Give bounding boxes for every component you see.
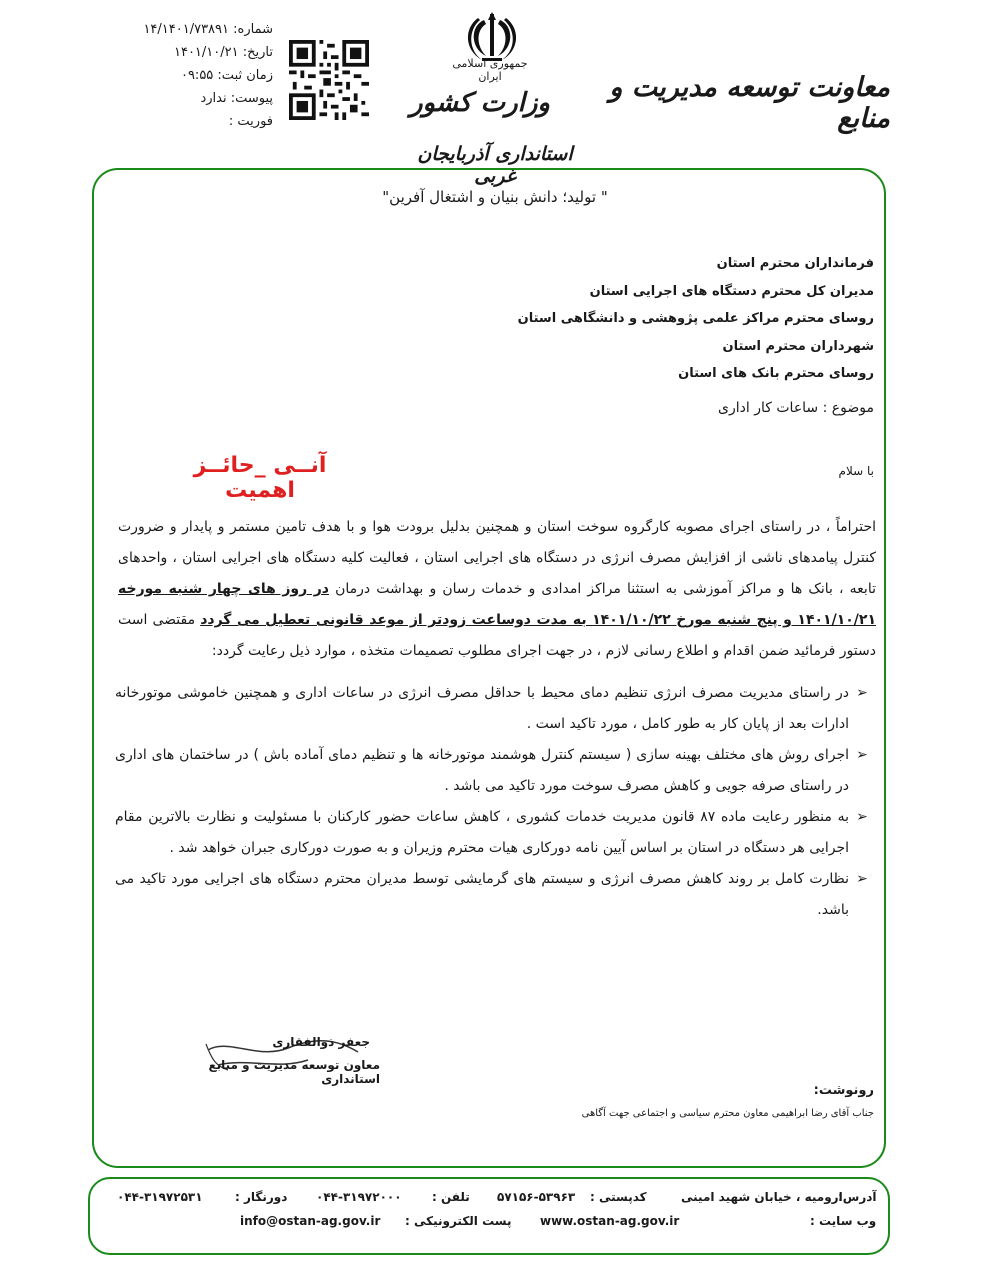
address: ارومیه ، خیابان شهید امینی: [681, 1190, 843, 1204]
zip-label: کدپستی :: [590, 1190, 647, 1204]
cc-label: رونوشت:: [813, 1083, 874, 1098]
list-item: ➢ اجرای روش های مختلف بهینه سازی ( سیستم کنترل هوشمند موتورخانه ها و تنظیم دمای آماده باش ) در ساختمان های اداری در راستای صرفه جویی و کاهش مصرف سوخت مورد تاکید می باشد .: [115, 740, 875, 802]
arrow-check-icon: ➢: [856, 871, 868, 887]
urgent-stamp: آنــی _حائــز اهمیت: [193, 453, 327, 503]
letter-time: زمان ثبت: ۰۹:۵۵: [180, 68, 273, 83]
email-label: پست الکترونیکی :: [405, 1214, 512, 1228]
letter-urgency: فوریت :: [228, 114, 273, 129]
fax: ۰۴۴-۳۱۹۷۲۵۳۱: [117, 1190, 203, 1204]
letter-attachment: پیوست: ندارد: [200, 91, 273, 106]
letter-date: تاریخ: ۱۴۰۱/۱۰/۲۱: [173, 45, 273, 60]
list-item: ➢ نظارت کامل بر روند کاهش مصرف انرژی و سیستم های گرمایشی توسط مدیران محترم دستگاه های اجرایی مورد تاکید می باشد.: [115, 864, 875, 926]
signatory-title: معاون توسعه مدیریت و منابع استانداری: [208, 1058, 380, 1086]
body-text: احتراماً ، در راستای اجرای مصوبه کارگروه سوخت استان و همچنین بدلیل برودت هوا و با هدف تامین مستمر و پایدار و ضرورت کنترل پیامدهای ناشی از افزایش مصرف انرژی در دستگاه های اجرایی استان ، فعالیت کلیه دستگاه های اجرایی استان ، واحدهای تابعه ، بانک ها و مراکز آموزشی به استثنا مراکز امدادی و خدمات رسان و بهداشت درمان: [118, 519, 876, 597]
recipients-list: [500, 250, 874, 388]
body-text-end: مقتضی است دستور فرمائید ضمن اقدام و اطلاع رسانی لازم ، در جهت اجرای مطلوب تصمیمات متخذه ، موارد ذیل رعایت گردد:: [118, 612, 876, 659]
email-link[interactable]: info@ostan-ag.gov.ir: [240, 1214, 381, 1228]
qr-code-icon: [289, 40, 369, 120]
ministry-name: وزارت کشور: [410, 88, 550, 118]
country-name: جمهوری اسلامی ایران: [452, 57, 528, 83]
arrow-check-icon: ➢: [856, 747, 868, 763]
letter-number: شماره: ۱۴/۱۴۰۱/۷۳۸۹۱: [143, 22, 273, 37]
list-item: ➢ در راستای مدیریت مصرف انرژی تنظیم دمای محیط با حداقل مصرف انرژی در ساعات اداری و همچنین خاموشی موتورخانه ادارات بعد از پایان کار به طور کامل ، مورد تاکید است .: [115, 678, 875, 740]
province-name: استانداری آذربایجان غربی: [417, 143, 573, 187]
fax-label: دورنگار :: [235, 1190, 288, 1204]
tel: ۰۴۴-۳۱۹۷۲۰۰۰: [316, 1190, 402, 1204]
signatory-name: جعفر ذوالفقاری: [272, 1035, 370, 1049]
body-emphasis: در روز های چهار شنبه مورخه ۱۴۰۱/۱۰/۲۱ و پنج شنبه مورخ ۱۴۰۱/۱۰/۲۲ به مدت دوساعت زودتر از موعد قانونی تعطیل می گردد: [118, 581, 877, 628]
tel-label: تلفن :: [432, 1190, 470, 1204]
website-label: وب سایت :: [810, 1214, 877, 1228]
list-item: ➢ به منظور رعایت ماده ۸۷ قانون مدیریت خدمات کشوری ، کاهش ساعات حضور کارکنان با مسئولیت و نظارت بالاترین مقام اجرایی هر دستگاه در استان بر اساس آیین نامه دورکاری هیات محترم وزیران و به صورت دورکاری جبران خواهد شد .: [115, 802, 875, 864]
department-name: معاونت توسعه مدیریت و منابع: [609, 72, 890, 134]
recipient-item: روسای محترم بانک های استان: [678, 366, 874, 381]
letter-meta: [143, 18, 273, 133]
slogan: " تولید؛ دانش بنیان و اشتغال آفرین": [382, 188, 608, 206]
arrow-check-icon: ➢: [856, 809, 868, 825]
recipient-item: شهرداران محترم استان: [722, 338, 874, 354]
bullet-list: [115, 678, 875, 926]
address-label: آدرس:: [838, 1190, 877, 1204]
cc-text: جناب آقای رضا ابراهیمی معاون محترم سیاسی و اجتماعی جهت آگاهی: [581, 1108, 874, 1119]
recipient-item: مدیران کل محترم دستگاه های اجرایی استان: [589, 283, 874, 299]
body-paragraph: [118, 512, 876, 667]
letter-subject: موضوع : ساعات کار اداری: [718, 400, 874, 416]
zip-code: ۵۷۱۵۶-۵۳۹۶۳: [497, 1190, 576, 1204]
arrow-check-icon: ➢: [856, 685, 868, 701]
recipient-item: فرمانداران محترم استان: [716, 256, 874, 271]
greeting: با سلام: [838, 464, 874, 478]
recipient-item: روسای محترم مراکز علمی پژوهشی و دانشگاهی استان: [517, 311, 874, 326]
website-link[interactable]: www.ostan-ag.gov.ir: [540, 1214, 680, 1228]
